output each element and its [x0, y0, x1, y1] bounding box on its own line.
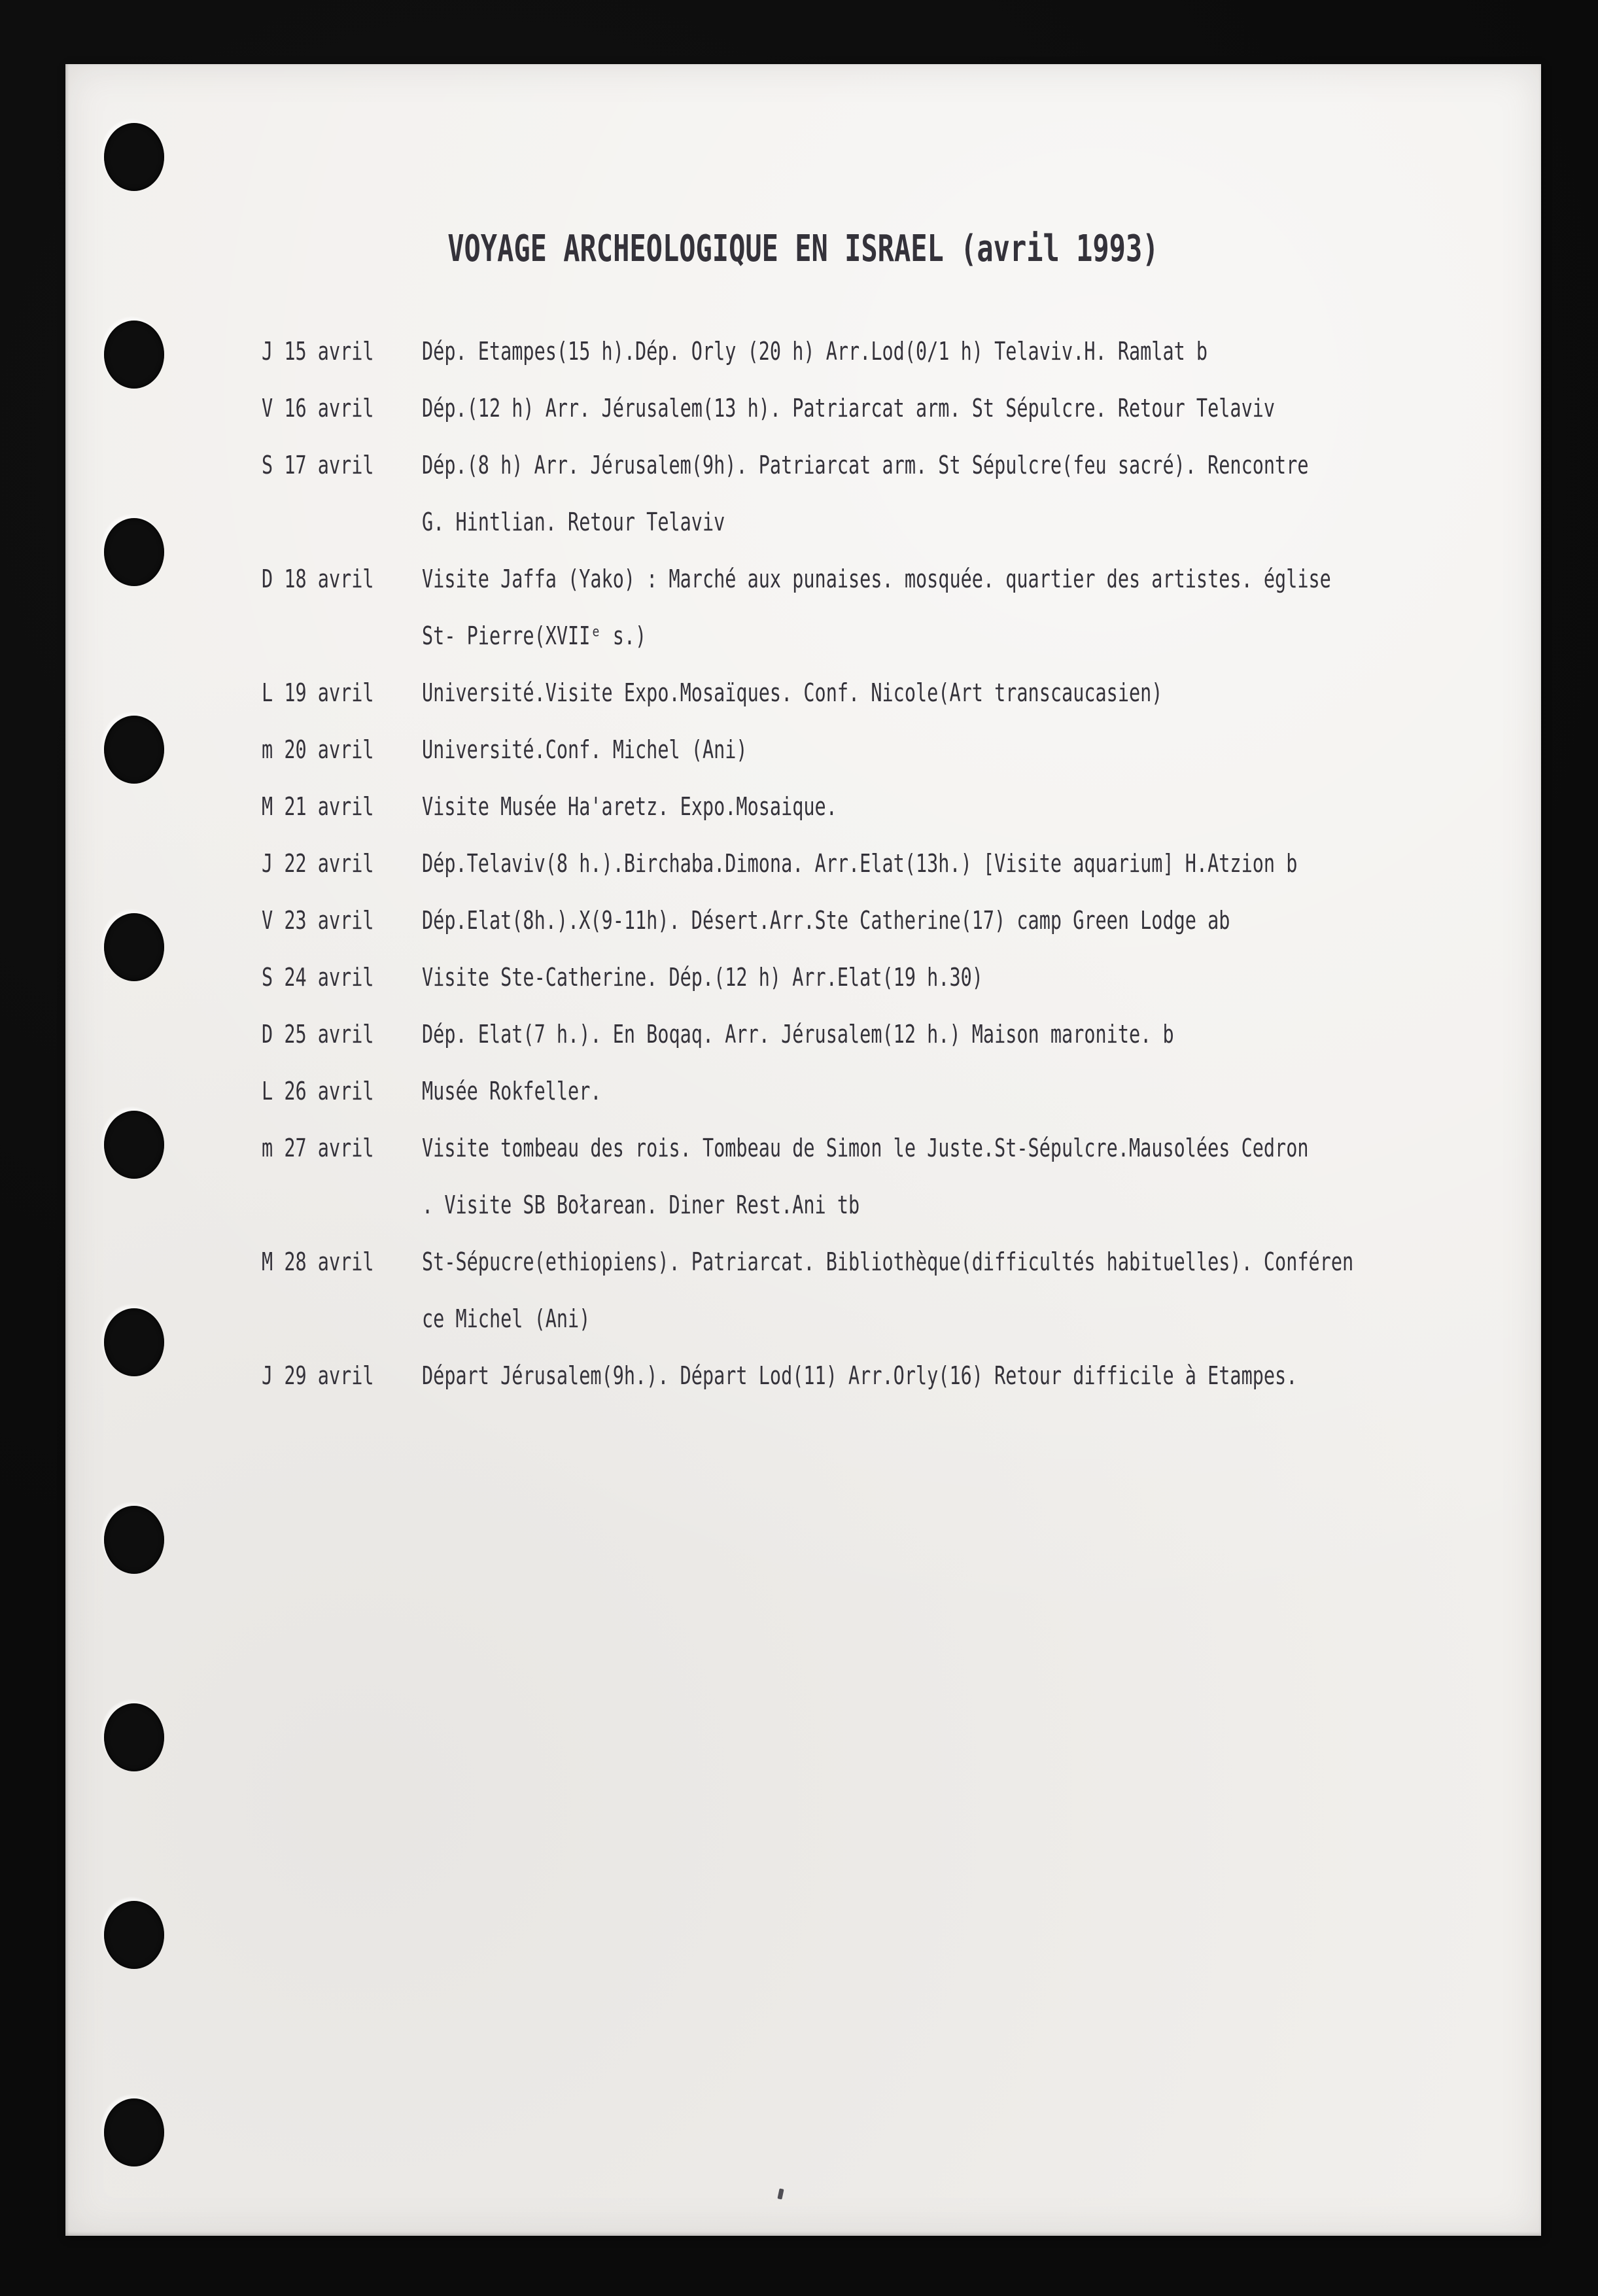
- date-label: M 28 avril: [262, 1247, 374, 1276]
- punch-hole: [104, 2098, 164, 2166]
- date-label: L 26 avril: [262, 1077, 374, 1105]
- stray-mark: [777, 2188, 784, 2199]
- page-title-text: VOYAGE ARCHEOLOGIQUE EN ISRAEL (avril 1993): [447, 228, 1159, 270]
- date-label: J 15 avril: [262, 337, 374, 366]
- punch-hole: [104, 1506, 164, 1574]
- entry-text: Visite tombeau des rois. Tombeau de Simon le Juste.St-Sépulcre.Mausolées Cedron: [422, 1134, 1309, 1162]
- itinerary-row: [262, 451, 1491, 508]
- itinerary-row: [262, 964, 1491, 1020]
- entry-text: Université.Visite Expo.Mosaïques. Conf. Nicole(Art transcaucasien): [422, 678, 1163, 707]
- itinerary-row: [262, 1077, 1491, 1134]
- entry-text: Visite Ste-Catherine. Dép.(12 h) Arr.Elat(19 h.30): [422, 963, 983, 992]
- entry-text: Dép. Etampes(15 h).Dép. Orly (20 h) Arr.Lod(0/1 h) Telaviv.H. Ramlat b: [422, 337, 1208, 366]
- itinerary-row: [262, 1248, 1491, 1305]
- itinerary-row-continuation: [262, 1305, 1491, 1362]
- entry-text: St- Pierre(XVIIᵉ s.): [422, 621, 647, 650]
- punch-hole: [104, 716, 164, 784]
- itinerary-row: [262, 565, 1491, 622]
- date-label: S 17 avril: [262, 451, 374, 479]
- date-label: M 21 avril: [262, 792, 374, 821]
- date-label: J 29 avril: [262, 1361, 374, 1390]
- punch-hole: [104, 1703, 164, 1771]
- entry-text: Départ Jérusalem(9h.). Départ Lod(11) Arr.Orly(16) Retour difficile à Etampes.: [422, 1361, 1298, 1390]
- punch-hole: [104, 518, 164, 586]
- itinerary-row-continuation: [262, 1191, 1491, 1248]
- date-label: D 25 avril: [262, 1020, 374, 1049]
- page-title: [65, 229, 1541, 270]
- itinerary-row: [262, 736, 1491, 793]
- date-label: S 24 avril: [262, 963, 374, 992]
- entry-text: . Visite SB Bołarean. Diner Rest.Ani tb: [422, 1191, 860, 1219]
- itinerary-row: [262, 850, 1491, 907]
- punch-hole: [104, 123, 164, 191]
- itinerary-row-continuation: [262, 508, 1491, 565]
- date-label: m 20 avril: [262, 735, 374, 764]
- punch-hole: [104, 1308, 164, 1376]
- entry-text: ce Michel (Ani): [422, 1304, 591, 1333]
- entry-text: Visite Jaffa (Yako) : Marché aux punaises. mosquée. quartier des artistes. église: [422, 565, 1331, 593]
- punch-hole: [104, 913, 164, 981]
- date-label: J 22 avril: [262, 849, 374, 878]
- itinerary-row: [262, 679, 1491, 736]
- punch-hole: [104, 1901, 164, 1969]
- entry-text: Visite Musée Ha'aretz. Expo.Mosaique.: [422, 792, 837, 821]
- date-label: V 23 avril: [262, 906, 374, 935]
- itinerary-row: [262, 394, 1491, 451]
- entry-text: Dép.(8 h) Arr. Jérusalem(9h). Patriarcat arm. St Sépulcre(feu sacré). Rencontre: [422, 451, 1309, 479]
- itinerary-row: [262, 1134, 1491, 1191]
- document-page: [65, 64, 1541, 2236]
- itinerary-row: [262, 793, 1491, 850]
- itinerary-row: [262, 338, 1491, 394]
- itinerary-row: [262, 907, 1491, 964]
- itinerary-row: [262, 1362, 1491, 1419]
- date-label: V 16 avril: [262, 394, 374, 423]
- entry-text: Université.Conf. Michel (Ani): [422, 735, 748, 764]
- date-label: D 18 avril: [262, 565, 374, 593]
- itinerary-list: [262, 338, 1491, 1419]
- itinerary-row-continuation: [262, 622, 1491, 679]
- entry-text: Dép.Elat(8h.).X(9-11h). Désert.Arr.Ste Catherine(17) camp Green Lodge ab: [422, 906, 1230, 935]
- punch-hole: [104, 1111, 164, 1179]
- date-label: m 27 avril: [262, 1134, 374, 1162]
- entry-text: Musée Rokfeller.: [422, 1077, 602, 1105]
- entry-text: Dép. Elat(7 h.). En Boqaq. Arr. Jérusalem(12 h.) Maison maronite. b: [422, 1020, 1174, 1049]
- entry-text: Dép.(12 h) Arr. Jérusalem(13 h). Patriarcat arm. St Sépulcre. Retour Telaviv: [422, 394, 1276, 423]
- date-label: L 19 avril: [262, 678, 374, 707]
- entry-text: Dép.Telaviv(8 h.).Birchaba.Dimona. Arr.Elat(13h.) [Visite aquarium] H.Atzion b: [422, 849, 1298, 878]
- entry-text: St-Sépucre(ethiopiens). Patriarcat. Bibliothèque(difficultés habituelles). Conféren: [422, 1247, 1354, 1276]
- entry-text: G. Hintlian. Retour Telaviv: [422, 508, 725, 536]
- punch-hole: [104, 321, 164, 389]
- itinerary-row: [262, 1020, 1491, 1077]
